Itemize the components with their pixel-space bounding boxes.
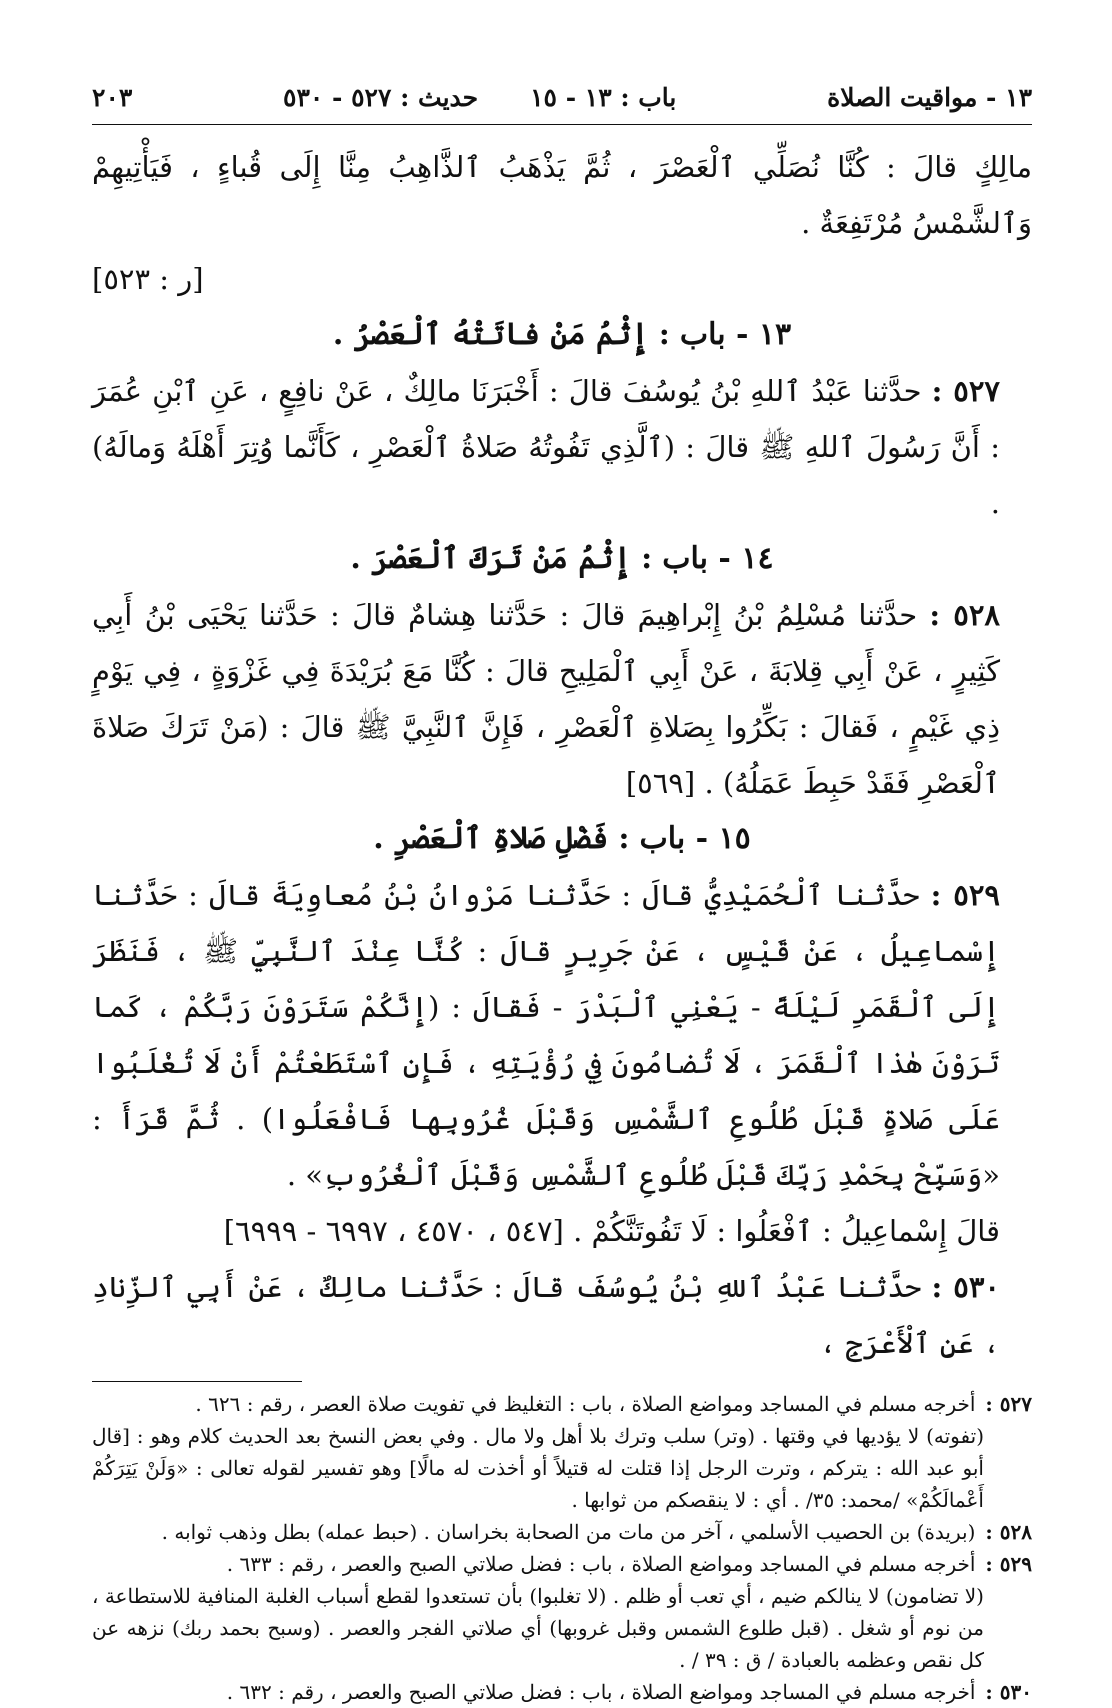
- chapter-heading-14: ١٤ - باب:إِثْمُ مَنْ تَرَكَ ٱلْعَصْرَ .: [350, 541, 774, 576]
- hadith-number: ٥٢٧ :: [931, 374, 1001, 408]
- hadith-529: [92, 867, 1032, 1203]
- hadith-text: حدَّثنا ٱلْحُمَيْدِيُّ قالَ : حَدَّثنا مَرْوانُ بْنُ مُعاوِيَةَ قالَ : حَدَّثنا إِسْماعِيلُ ، عَنْ قَيْسٍ ، عَنْ جَرِيرٍ قالَ : كُنَّا عِنْدَ ٱلنَّبِيِّ ﷺ ، فَنَظَرَ إِلَى ٱلْقَمَرِ لَيْلَةً - يَعْنِي ٱلْبَدْرَ - فَقالَ : (إِنَّكُمْ سَتَرَوْنَ رَبَّكُمْ ، كَما تَرَوْنَ هٰذا ٱلْقَمَرَ ، لَا تُضامُونَ فِي رُؤْيَتِهِ ، فَإِنِ ٱسْتَطَعْتُمْ أَنْ لَا تُغْلَبُوا عَلَى صَلاةٍ قَبْلَ طُلُوعِ ٱلشَّمْسِ وَقَبْلَ غُرُوبِها فَافْعَلُوا) . ثُمَّ قَرَأَ : «وَسَبِّحْ بِحَمْدِ رَبِّكَ قَبْلَ طُلُوعِ ٱلشَّمْسِ وَقَبْلَ ٱلْغُرُوبِ» .: [92, 878, 1000, 1192]
- chapter-title: إِثْمُ مَنْ فاتَتْهُ ٱلْعَصْرُ .: [332, 317, 649, 352]
- chapter-heading-15: ١٥ - باب:فَضْلِ صَلاةِ ٱلْعَصْرِ .: [373, 821, 751, 856]
- hadith-number: ٥٢٩ :: [930, 878, 1001, 912]
- header-rule: [92, 124, 1032, 125]
- hadith-530: [92, 1259, 1032, 1371]
- hadith-number: ٥٣٠ :: [931, 1270, 1000, 1304]
- hadith-529-ismail: [92, 1203, 1032, 1259]
- header-chapter: ١٣ - مواقيت الصلاة: [827, 83, 1032, 112]
- footnote-text: أخرجه مسلم في المساجد ومواضع الصلاة ، باب : التغليظ في تفويت صلاة العصر ، رقم : ٦٢٦ .: [195, 1392, 976, 1416]
- hadith-528: [92, 587, 1032, 811]
- cross-reference: [٥٤٧ ، ٤٥٧٠ ، ٦٩٩٧ - ٦٩٩٩]: [223, 1214, 564, 1248]
- chapter-number: ١٣ - باب: [679, 317, 792, 352]
- cross-reference: [٥٦٩]: [625, 766, 696, 800]
- chapter-title: فَضْلِ صَلاةِ ٱلْعَصْرِ .: [373, 821, 609, 856]
- hadith-number: ٥٢٨ :: [929, 598, 1001, 632]
- page-number: ٢٠٣: [92, 83, 133, 112]
- footnote-number: ٥٢٧ :: [985, 1392, 1032, 1416]
- header-bab-range: باب : ١٣ - ١٥: [530, 83, 677, 112]
- continuation-ref: [ر : ٥٢٣]: [92, 262, 204, 296]
- footnote-rule: [92, 1381, 302, 1382]
- footnote-529: [92, 1548, 1032, 1580]
- footnotes: [92, 1388, 1032, 1708]
- chapter-number: ١٤ - باب: [662, 541, 774, 576]
- footnote-number: ٥٢٩ :: [985, 1552, 1032, 1576]
- narrator-comment: قالَ إِسْماعِيلُ : ٱفْعَلُوا : لَا تَفُوتَنَّكُمْ .: [573, 1214, 1000, 1248]
- continuation-text: مالِكٍ قالَ : كُنَّا نُصَلِّي ٱلْعَصْرَ ، ثُمَّ يَذْهَبُ ٱلذَّاهِبُ مِنَّا إِلَى قُباءٍ ، فَيَأْتِيهِمْ وَٱلشَّمْسُ مُرْتَفِعَةٌ .: [92, 150, 1032, 240]
- footnote-text: أخرجه مسلم في المساجد ومواضع الصلاة ، باب : فضل صلاتي الصبح والعصر ، رقم : ٦٣٢ .: [226, 1680, 976, 1704]
- footnote-text: (بريدة) بن الحصيب الأسلمي ، آخر من مات من الصحابة بخراسان . (حبط عمله) بطل وذهب ثوابه .: [161, 1520, 976, 1544]
- hadith-text: حدَّثنا عَبْدُ ٱللهِ بْنُ يُوسُفَ قالَ : أَخْبَرَنَا مالِكٌ ، عَنْ نافِعٍ ، عَنِ ٱبْنِ عُمَرَ : أَنَّ رَسُولَ ٱللهِ ﷺ قالَ : (ٱلَّذِي تَفُوتُهُ صَلاةُ ٱلْعَصْرِ ، كَأَنَّما وُتِرَ أَهْلَهُ وَمالَهُ) .: [92, 374, 1000, 520]
- footnote-529-notes: (لا تضامون) لا ينالكم ضيم ، أي تعب أو ظلم . (لا تغلبوا) بأن تستعدوا لقطع أسباب الغلبة المنافية للاستطاعة ، من نوم أو شغل . (قبل طلوع الشمس وقبل غروبها) أي صلاتي الفجر والعصر . (وسبح بحمد ربك) نزهه عن كل نقص وعظمه بالعبادة / ق : ٣٩ / .: [92, 1584, 984, 1672]
- header-ranges: [283, 83, 676, 112]
- running-header: [92, 66, 1032, 112]
- book-page: [92, 66, 1032, 1708]
- chapter-number: ١٥ - باب: [639, 821, 751, 856]
- header-hadith-range: حديث : ٥٢٧ - ٥٣٠: [283, 83, 479, 112]
- hadith-527: [92, 363, 1032, 531]
- footnote-530: [92, 1676, 1032, 1708]
- chapter-heading-13: ١٣ - باب:إِثْمُ مَنْ فاتَتْهُ ٱلْعَصْرُ .: [332, 317, 792, 352]
- hadith-text: حدَّثنا عَبْدُ ٱللهِ بْنُ يُوسُفَ قالَ : حَدَّثنا مالِكٌ ، عَنْ أَبِي ٱلزِّنادِ ، عَنِ ٱلْأَعْرَجِ ،: [92, 1270, 1000, 1360]
- chapter-title: إِثْمُ مَنْ تَرَكَ ٱلْعَصْرَ .: [350, 541, 632, 576]
- footnote-527: [92, 1388, 1032, 1420]
- footnote-527-notes: (تفوته) لا يؤديها في وقتها . (وتر) سلب وترك بلا أهل ولا مال . وفي بعض النسخ بعد الحديث كلام وهو : [قال أبو عبد الله : يتركم ، وترت الرجل إذا قتلت له قتيلاً أو أخذت له مالًا] وهو تفسير لقوله تعالى : «وَلَنْ يَتِرَكُمْ أَعْمالَكُمْ» /محمد: ٣٥/ . أي : لا ينقصكم من ثوابها .: [92, 1424, 984, 1512]
- footnote-number: ٥٣٠ :: [985, 1680, 1032, 1704]
- main-text: [92, 139, 1032, 1371]
- footnote-text: أخرجه مسلم في المساجد ومواضع الصلاة ، باب : فضل صلاتي الصبح والعصر ، رقم : ٦٣٣ .: [226, 1552, 976, 1576]
- footnote-number: ٥٢٨ :: [985, 1520, 1032, 1544]
- hadith-text: حدَّثنا مُسْلِمُ بْنُ إِبْراهِيمَ قالَ : حَدَّثنا هِشامٌ قالَ : حَدَّثنا يَحْيَى بْنُ أَبِي كَثِيرٍ ، عَنْ أَبِي قِلابَةَ ، عَنْ أَبِي ٱلْمَلِيحِ قالَ : كُنَّا مَعَ بُرَيْدَةَ فِي غَزْوَةٍ ، فِي يَوْمٍ ذِي غَيْمٍ ، فَقالَ : بَكِّرُوا بِصَلاةِ ٱلْعَصْرِ ، فَإِنَّ ٱلنَّبِيَّ ﷺ قالَ : (مَنْ تَرَكَ صَلاةَ ٱلْعَصْرِ فَقَدْ حَبِطَ عَمَلُهُ) .: [92, 598, 1000, 800]
- footnote-528: [92, 1516, 1032, 1548]
